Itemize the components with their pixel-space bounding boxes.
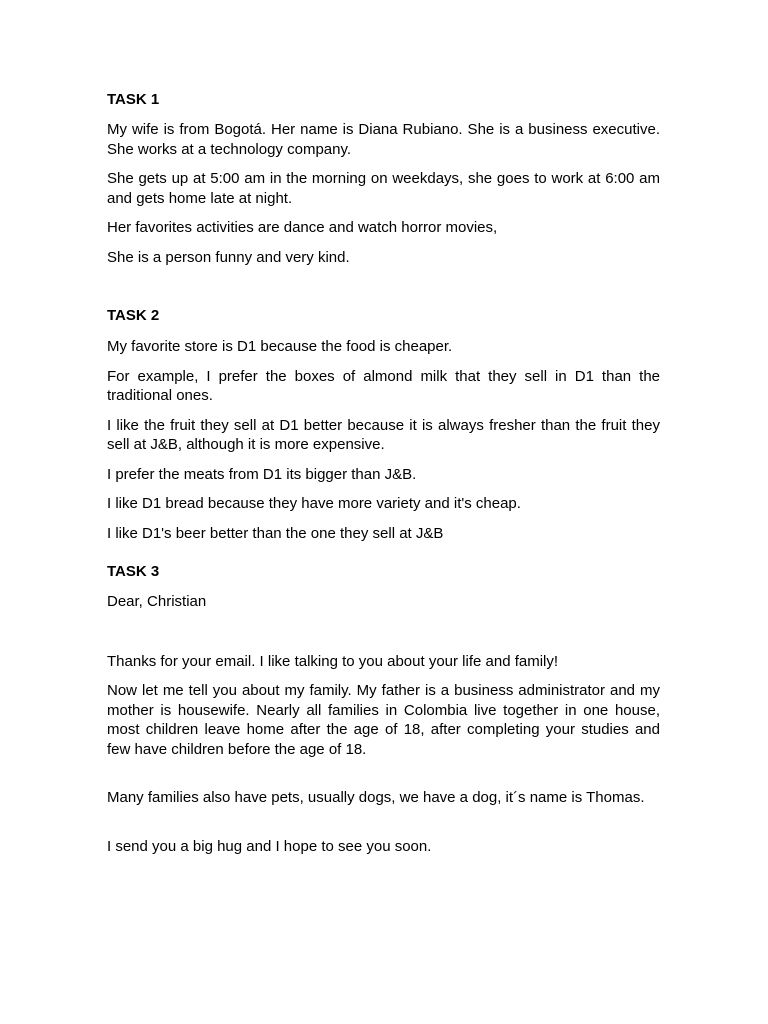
task-1-heading: TASK 1 — [107, 91, 160, 108]
task-2-paragraph: I like the fruit they sell at D1 better because it is always fresher than the fruit they sell at J&B, although it is more expensive. — [107, 416, 660, 453]
task-2-paragraph: My favorite store is D1 because the food is cheaper. — [107, 338, 453, 355]
task-2-paragraph: I prefer the meats from D1 its bigger than J&B. — [107, 465, 417, 483]
task-1-paragraph: She is a person funny and very kind. — [107, 248, 350, 266]
task-2-paragraph: For example, I prefer the boxes of almond milk that they sell in D1 than the traditional ones. — [107, 367, 660, 404]
letter-paragraph: Thanks for your email. I like talking to you about your life and family! — [107, 652, 559, 670]
task-1-paragraph: Her favorites activities are dance and watch horror movies, — [107, 219, 498, 236]
task-2-paragraph: I like D1 bread because they have more variety and it's cheap. — [107, 495, 521, 512]
task-2-heading: TASK 2 — [107, 307, 160, 324]
task-1-paragraph: My wife is from Bogotá. Her name is Diana Rubiano. She is a business executive. She works at a technology company. — [107, 121, 660, 158]
document-page — [107, 90, 660, 856]
letter-paragraph: Many families also have pets, usually dogs, we have a dog, it´s name is Thomas. — [107, 789, 645, 806]
task-1-paragraph: She gets up at 5:00 am in the morning on weekdays, she goes to work at 6:00 am and gets home late at night. — [107, 170, 660, 207]
letter-greeting: Dear, Christian — [107, 593, 207, 610]
letter-closing: I send you a big hug and I hope to see you soon. — [107, 837, 432, 855]
task-3-heading: TASK 3 — [107, 563, 160, 580]
task-2-paragraph: I like D1's beer better than the one they sell at J&B — [107, 524, 444, 542]
letter-paragraph: Now let me tell you about my family. My father is a business administrator and my mother is housewife. Nearly all families in Colombia live together in one house, most children leave home after the age of 18, after completing your studies and few have children before the age of 18. — [107, 682, 660, 758]
